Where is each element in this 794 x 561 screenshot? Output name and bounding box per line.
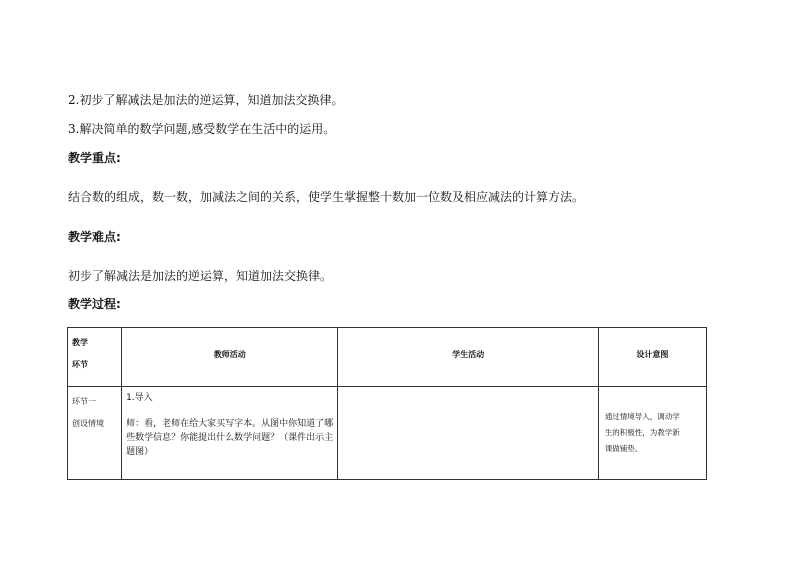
row1-design-line1: 通过情境导入，调动学 <box>604 412 680 421</box>
row1-design-line2: 生的积极性，为教学新 <box>604 428 680 437</box>
row1-section-line1: 环节一 <box>72 397 96 406</box>
key-point-heading: 教学重点: <box>68 151 121 165</box>
row1-teacher-text: 师：看，老师在给大家买写字本。从图中你知道了哪些数学信息？你能提出什么数学问题？（课件出示主题图） <box>126 419 334 457</box>
row1-design-line3: 课做铺垫。 <box>604 444 643 453</box>
row1-section-cell <box>68 387 122 480</box>
teaching-process-table <box>67 327 707 480</box>
header-student-activity: 学生活动 <box>338 328 598 387</box>
row1-student-activity <box>338 387 598 480</box>
table-row <box>68 387 707 480</box>
header-teacher-activity: 教师活动 <box>122 328 338 387</box>
header-section-line1: 教学 <box>72 338 88 347</box>
row1-section-line2: 创设情境 <box>72 419 104 428</box>
header-section-line2: 环节 <box>72 360 88 369</box>
objective-3: 3.解决简单的数学问题,感受数学在生活中的运用。 <box>68 122 336 136</box>
process-heading: 教学过程: <box>68 297 121 311</box>
objective-2: 2.初步了解减法是加法的逆运算，知道加法交换律。 <box>68 93 344 107</box>
row1-design-intent <box>598 387 706 480</box>
header-design-intent: 设计意图 <box>598 328 706 387</box>
row1-teacher-activity <box>122 387 338 480</box>
key-point-text: 结合数的组成，数一数，加减法之间的关系，使学生掌握整十数加一位数及相应减法的计算方法。 <box>68 190 585 204</box>
difficulty-heading: 教学难点: <box>68 230 121 244</box>
row1-teacher-title: 1.导入 <box>126 393 153 403</box>
header-section-cell <box>68 328 122 387</box>
table-header-row <box>68 328 707 387</box>
difficulty-text: 初步了解减法是加法的逆运算，知道加法交换律。 <box>68 269 333 283</box>
